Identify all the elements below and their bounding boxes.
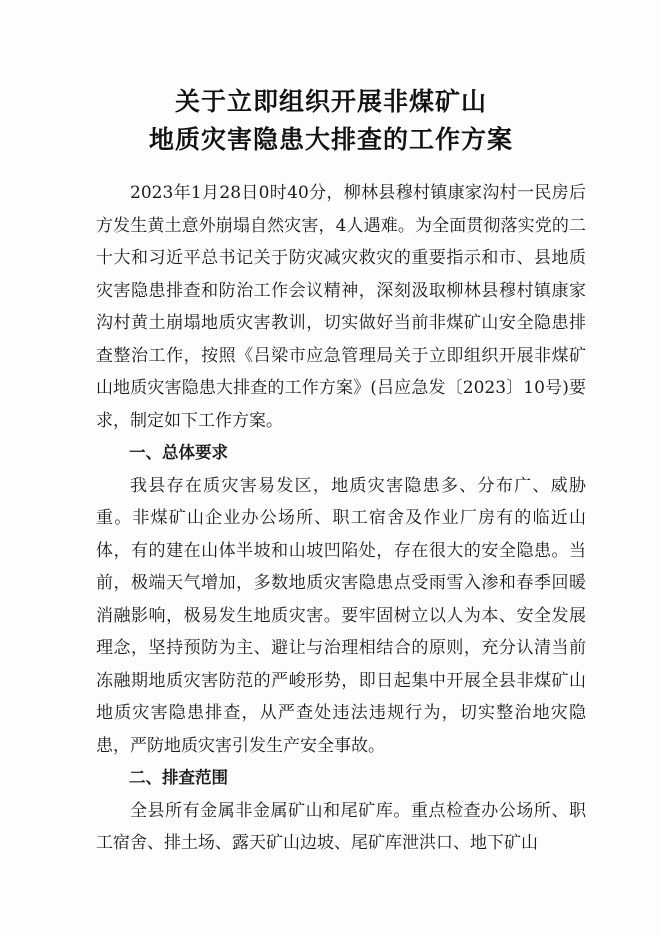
intro-paragraph-block [96, 177, 586, 437]
section-2-heading: 二、排查范围 [129, 768, 228, 787]
section-2-paragraph: 全县所有金属非金属矿山和尾矿库。重点检查办公场所、职工宿舍、排土场、露天矿山边坡、尾矿库泄洪口、地下矿山 [96, 800, 586, 853]
section-1-block [96, 437, 586, 762]
section-1-paragraph: 我县存在质灾害易发区，地质灾害隐患多、分布广、威胁重。非煤矿山企业办公场所、职工宿舍及作业厂房有的临近山体，有的建在山体半坡和山坡凹陷处，存在很大的安全隐患。当前，极端天气增加，多数地质灾害隐患点受雨雪入渗和春季回暖消融影响，极易发生地质灾害。要牢固树立以人为本、安全发展理念，坚持预防为主、避让与治理相结合的原则，充分认清当前冻融期地质灾害防范的严峻形势，即日起集中开展全县非煤矿山地质灾害隐患排查，从严查处违法违规行为，切实整治地灾隐患，严防地质灾害引发生产安全事故。 [96, 475, 586, 756]
intro-paragraph: 2023年1月28日0时40分，柳林县穆村镇康家沟村一民房后方发生黄土意外崩塌自然灾害，4人遇难。为全面贯彻落实党的二十大和习近平总书记关于防灾减灾救灾的重要指示和市、县地质灾害隐患排查和防治工作会议精神，深刻汲取柳林县穆村镇康家沟村黄土崩塌地质灾害教训，切实做好当前非煤矿山安全隐患排查整治工作，按照《吕梁市应急管理局关于立即组织开展非煤矿山地质灾害隐患大排查的工作方案》(吕应急发〔2023〕10号)要求，制定如下工作方案。 [96, 183, 586, 431]
document-title-line-2: 地质灾害隐患大排查的工作方案 [148, 125, 513, 154]
section-2-block [96, 762, 586, 860]
section-1-heading: 一、总体要求 [129, 443, 228, 462]
document-title-line-1: 关于立即组织开展非煤矿山 [174, 87, 487, 116]
